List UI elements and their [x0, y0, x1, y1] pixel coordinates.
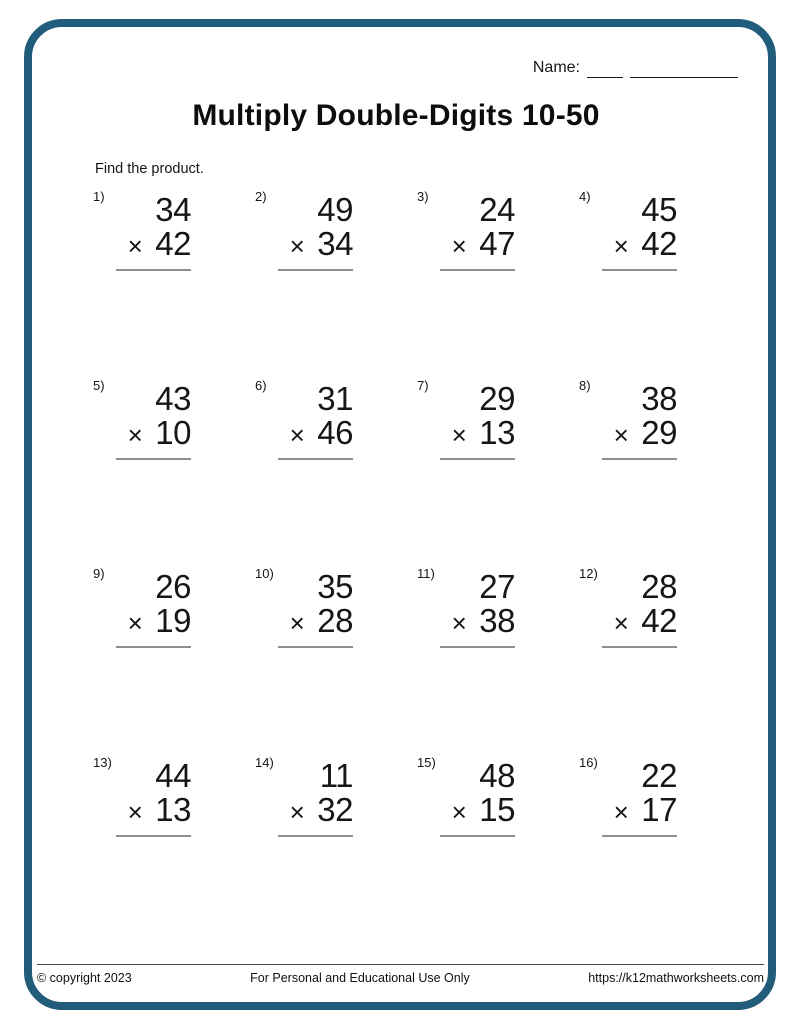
page-title: Multiply Double-Digits 10-50: [192, 99, 600, 132]
name-write-line: [587, 58, 623, 78]
multiplication-problem: [417, 754, 515, 943]
footer-url: https://k12mathworksheets.com: [588, 971, 764, 985]
multiplier: 46: [317, 413, 353, 451]
multiplicand: 31: [317, 379, 353, 417]
answer-line: [440, 646, 515, 648]
multiply-sign: ×: [127, 231, 143, 261]
multiplication-problem: [579, 188, 677, 377]
problem-number: 11): [417, 566, 435, 581]
multiplicand: 45: [641, 191, 677, 228]
multiplication-problem: [93, 565, 191, 754]
multiply-sign: ×: [451, 231, 467, 261]
answer-line: [116, 646, 191, 648]
multiplicand: 44: [155, 756, 191, 794]
multiplier: 34: [317, 225, 353, 262]
problem-number: 15): [417, 754, 436, 770]
multiplier: 19: [155, 602, 191, 639]
multiplicand: 34: [155, 191, 191, 228]
multiplicand: 26: [155, 568, 191, 605]
multiplication-problem: [255, 377, 353, 566]
footer-copyright: © copyright 2023: [37, 971, 132, 985]
problem-number: 3): [417, 189, 429, 204]
multiply-sign: ×: [613, 796, 629, 827]
multiplication-problem: [255, 754, 353, 943]
answer-line: [278, 458, 353, 460]
multiplicand: 49: [317, 191, 353, 228]
problem-number: 7): [417, 377, 429, 393]
multiplicand: 28: [641, 568, 677, 605]
multiplicand: 35: [317, 568, 353, 605]
answer-line: [440, 835, 515, 837]
footer-usage: For Personal and Educational Use Only: [250, 971, 470, 985]
multiplier: 13: [479, 413, 515, 451]
problem-number: 2): [255, 189, 267, 204]
problem-number: 5): [93, 377, 105, 393]
multiplier: 42: [155, 225, 191, 262]
multiply-sign: ×: [289, 419, 305, 450]
multiply-sign: ×: [613, 608, 629, 638]
multiply-sign: ×: [289, 796, 305, 827]
multiplication-problem: [417, 188, 515, 377]
multiplier: 38: [479, 602, 515, 639]
answer-line: [116, 835, 191, 837]
answer-line: [602, 646, 677, 648]
instruction-text: Find the product.: [95, 161, 204, 177]
problem-number: 1): [93, 189, 105, 204]
multiply-sign: ×: [451, 608, 467, 638]
multiplicand: 24: [479, 191, 515, 228]
footer-divider: [37, 964, 764, 965]
problem-number: 10): [255, 566, 274, 581]
multiplicand: 22: [641, 756, 677, 794]
multiplicand: 11: [319, 756, 353, 794]
problem-operands: [417, 190, 515, 271]
multiplicand: 48: [479, 756, 515, 794]
problem-number: 8): [579, 377, 591, 393]
multiplication-problem: [93, 377, 191, 566]
answer-line: [278, 269, 353, 271]
multiply-sign: ×: [451, 419, 467, 450]
multiplication-problem: [579, 754, 677, 943]
problem-number: 14): [255, 754, 274, 770]
multiplier: 15: [479, 790, 515, 828]
answer-line: [602, 835, 677, 837]
multiplication-problem: [255, 188, 353, 377]
multiplier: 47: [479, 225, 515, 262]
multiplier: 42: [641, 602, 677, 639]
name-label: Name:: [532, 59, 580, 76]
multiplication-problem: [579, 377, 677, 566]
multiplier: 28: [317, 602, 353, 639]
multiply-sign: ×: [613, 419, 629, 450]
answer-line: [602, 269, 677, 271]
answer-line: [116, 269, 191, 271]
problem-operands: [93, 379, 191, 460]
answer-line: [116, 458, 191, 460]
multiply-sign: ×: [127, 419, 143, 450]
name-write-line: [630, 58, 738, 78]
problem-number: 4): [579, 189, 591, 204]
answer-line: [440, 458, 515, 460]
answer-line: [278, 835, 353, 837]
problem-operands: [255, 379, 353, 460]
multiply-sign: ×: [127, 608, 143, 638]
multiplication-problem: [255, 565, 353, 754]
answer-line: [602, 458, 677, 460]
problem-number: 9): [93, 566, 105, 581]
problem-number: 6): [255, 377, 267, 393]
multiplication-problem: [417, 377, 515, 566]
answer-line: [440, 269, 515, 271]
multiplication-problem: [93, 754, 191, 943]
multiplier: 42: [641, 225, 677, 262]
multiplication-problem: [93, 188, 191, 377]
problems-grid: [93, 188, 741, 942]
problem-operands: [93, 567, 191, 648]
name-row: [533, 58, 738, 78]
problem-operands: [255, 190, 353, 271]
multiply-sign: ×: [451, 796, 467, 827]
problem-operands: [93, 190, 191, 271]
problem-number: 13): [93, 754, 112, 770]
multiplier: 17: [641, 790, 677, 828]
multiplicand: 38: [641, 379, 677, 417]
multiplier: 32: [317, 790, 353, 828]
multiply-sign: ×: [613, 231, 629, 261]
problem-operands: [579, 190, 677, 271]
problem-number: 12): [579, 566, 598, 581]
multiplicand: 43: [155, 379, 191, 417]
multiplier: 29: [641, 413, 677, 451]
multiplication-problem: [417, 565, 515, 754]
problem-number: 16): [579, 754, 598, 770]
multiplicand: 29: [479, 379, 515, 417]
multiplier: 13: [155, 790, 191, 828]
answer-line: [278, 646, 353, 648]
multiplier: 10: [155, 413, 191, 451]
multiply-sign: ×: [127, 796, 143, 827]
footer: [37, 971, 764, 985]
multiplicand: 27: [479, 568, 515, 605]
problem-operands: [417, 379, 515, 460]
multiply-sign: ×: [289, 608, 305, 638]
problem-operands: [579, 379, 677, 460]
multiply-sign: ×: [289, 231, 305, 261]
multiplication-problem: [579, 565, 677, 754]
